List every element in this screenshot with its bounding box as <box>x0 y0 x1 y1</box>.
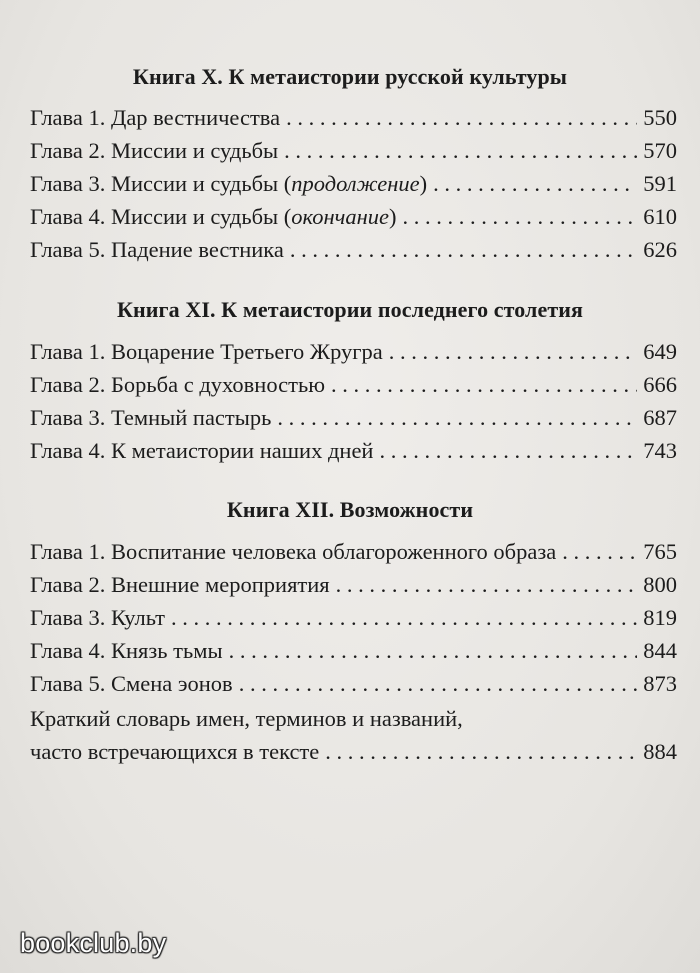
glossary-title-line1: Краткий словарь имен, терминов и названий, <box>30 706 463 731</box>
book-x-chapter-list <box>30 101 677 266</box>
dot-leader <box>379 434 637 467</box>
book-xi-chapter-list <box>30 335 677 467</box>
chapter-title: Глава 4. К метаистории наших дней <box>30 438 374 463</box>
chapter-title: Глава 1. Дар вестничества <box>30 105 281 130</box>
dot-leader <box>336 568 638 601</box>
book-xii-chapter-list <box>30 535 677 700</box>
chapter-title-italic: продолжение <box>291 171 420 196</box>
chapter-title-italic: окончание <box>291 204 389 229</box>
page-number: 591 <box>643 171 677 196</box>
dot-leader <box>403 200 638 233</box>
dot-leader <box>239 667 638 700</box>
page-number: 649 <box>643 339 677 364</box>
toc-entry[interactable] <box>30 634 677 667</box>
book-xi-heading: Книга XI. К метаистории последнего столетия <box>116 297 584 322</box>
page-number: 687 <box>643 405 677 430</box>
toc-entry[interactable] <box>30 233 677 266</box>
dot-leader <box>286 101 637 134</box>
book-x-heading: Книга X. К метаистории русской культуры <box>132 64 568 89</box>
toc-entry[interactable] <box>30 101 677 134</box>
page-number: 819 <box>643 605 677 630</box>
page-number: 570 <box>643 138 677 163</box>
dot-leader <box>229 634 638 667</box>
chapter-title: Глава 1. Воспитание человека облагороженного образа <box>30 539 557 564</box>
dot-leader <box>290 233 637 266</box>
toc-entry[interactable] <box>30 167 677 200</box>
glossary-entry[interactable] <box>30 702 677 768</box>
toc-entry[interactable] <box>30 568 677 601</box>
chapter-title: Глава 1. Воцарение Третьего Жругра <box>30 339 383 364</box>
chapter-title: Глава 4. Миссии и судьбы (окончание) <box>30 204 397 229</box>
book-xii-heading: Книга XII. Возможности <box>226 497 474 522</box>
chapter-title: Глава 3. Миссии и судьбы (продолжение) <box>30 171 428 196</box>
dot-leader <box>277 401 637 434</box>
page-number: 800 <box>643 572 677 597</box>
page-number: 844 <box>643 638 677 663</box>
dot-leader <box>331 368 637 401</box>
page-number: 765 <box>643 539 677 564</box>
toc-entry[interactable] <box>30 667 677 700</box>
chapter-title: Глава 3. Культ <box>30 605 166 630</box>
page-number: 873 <box>643 671 677 696</box>
chapter-title: Глава 2. Внешние мероприятия <box>30 572 330 597</box>
page-number: 666 <box>643 372 677 397</box>
toc-entry[interactable] <box>30 335 677 368</box>
dot-leader <box>433 167 637 200</box>
toc-entry[interactable] <box>30 601 677 634</box>
toc-entry[interactable] <box>30 200 677 233</box>
chapter-title: Глава 5. Падение вестника <box>30 237 284 262</box>
chapter-title: Глава 3. Темный пастырь <box>30 405 272 430</box>
dot-leader <box>284 134 637 167</box>
page-number: 550 <box>643 105 677 130</box>
chapter-title: Глава 2. Борьба с духовностью <box>30 372 326 397</box>
toc-entry[interactable] <box>30 434 677 467</box>
chapter-title: Глава 5. Смена эонов <box>30 671 233 696</box>
dot-leader <box>389 335 637 368</box>
dot-leader <box>562 535 637 568</box>
page-number: 884 <box>643 739 677 764</box>
dot-leader <box>171 601 637 634</box>
toc-entry[interactable] <box>30 535 677 568</box>
watermark-logo: bookclub.by <box>20 928 167 958</box>
chapter-title: Глава 4. Князь тьмы <box>30 638 223 663</box>
glossary-row <box>30 735 677 768</box>
glossary-title-line2: часто встречающихся в тексте <box>30 739 320 764</box>
toc-entry[interactable] <box>30 368 677 401</box>
chapter-title: Глава 2. Миссии и судьбы <box>30 138 279 163</box>
page-number: 743 <box>643 438 677 463</box>
toc-entry[interactable] <box>30 401 677 434</box>
toc-entry[interactable] <box>30 134 677 167</box>
page-number: 610 <box>643 204 677 229</box>
dot-leader <box>325 735 637 768</box>
page-number: 626 <box>643 237 677 262</box>
